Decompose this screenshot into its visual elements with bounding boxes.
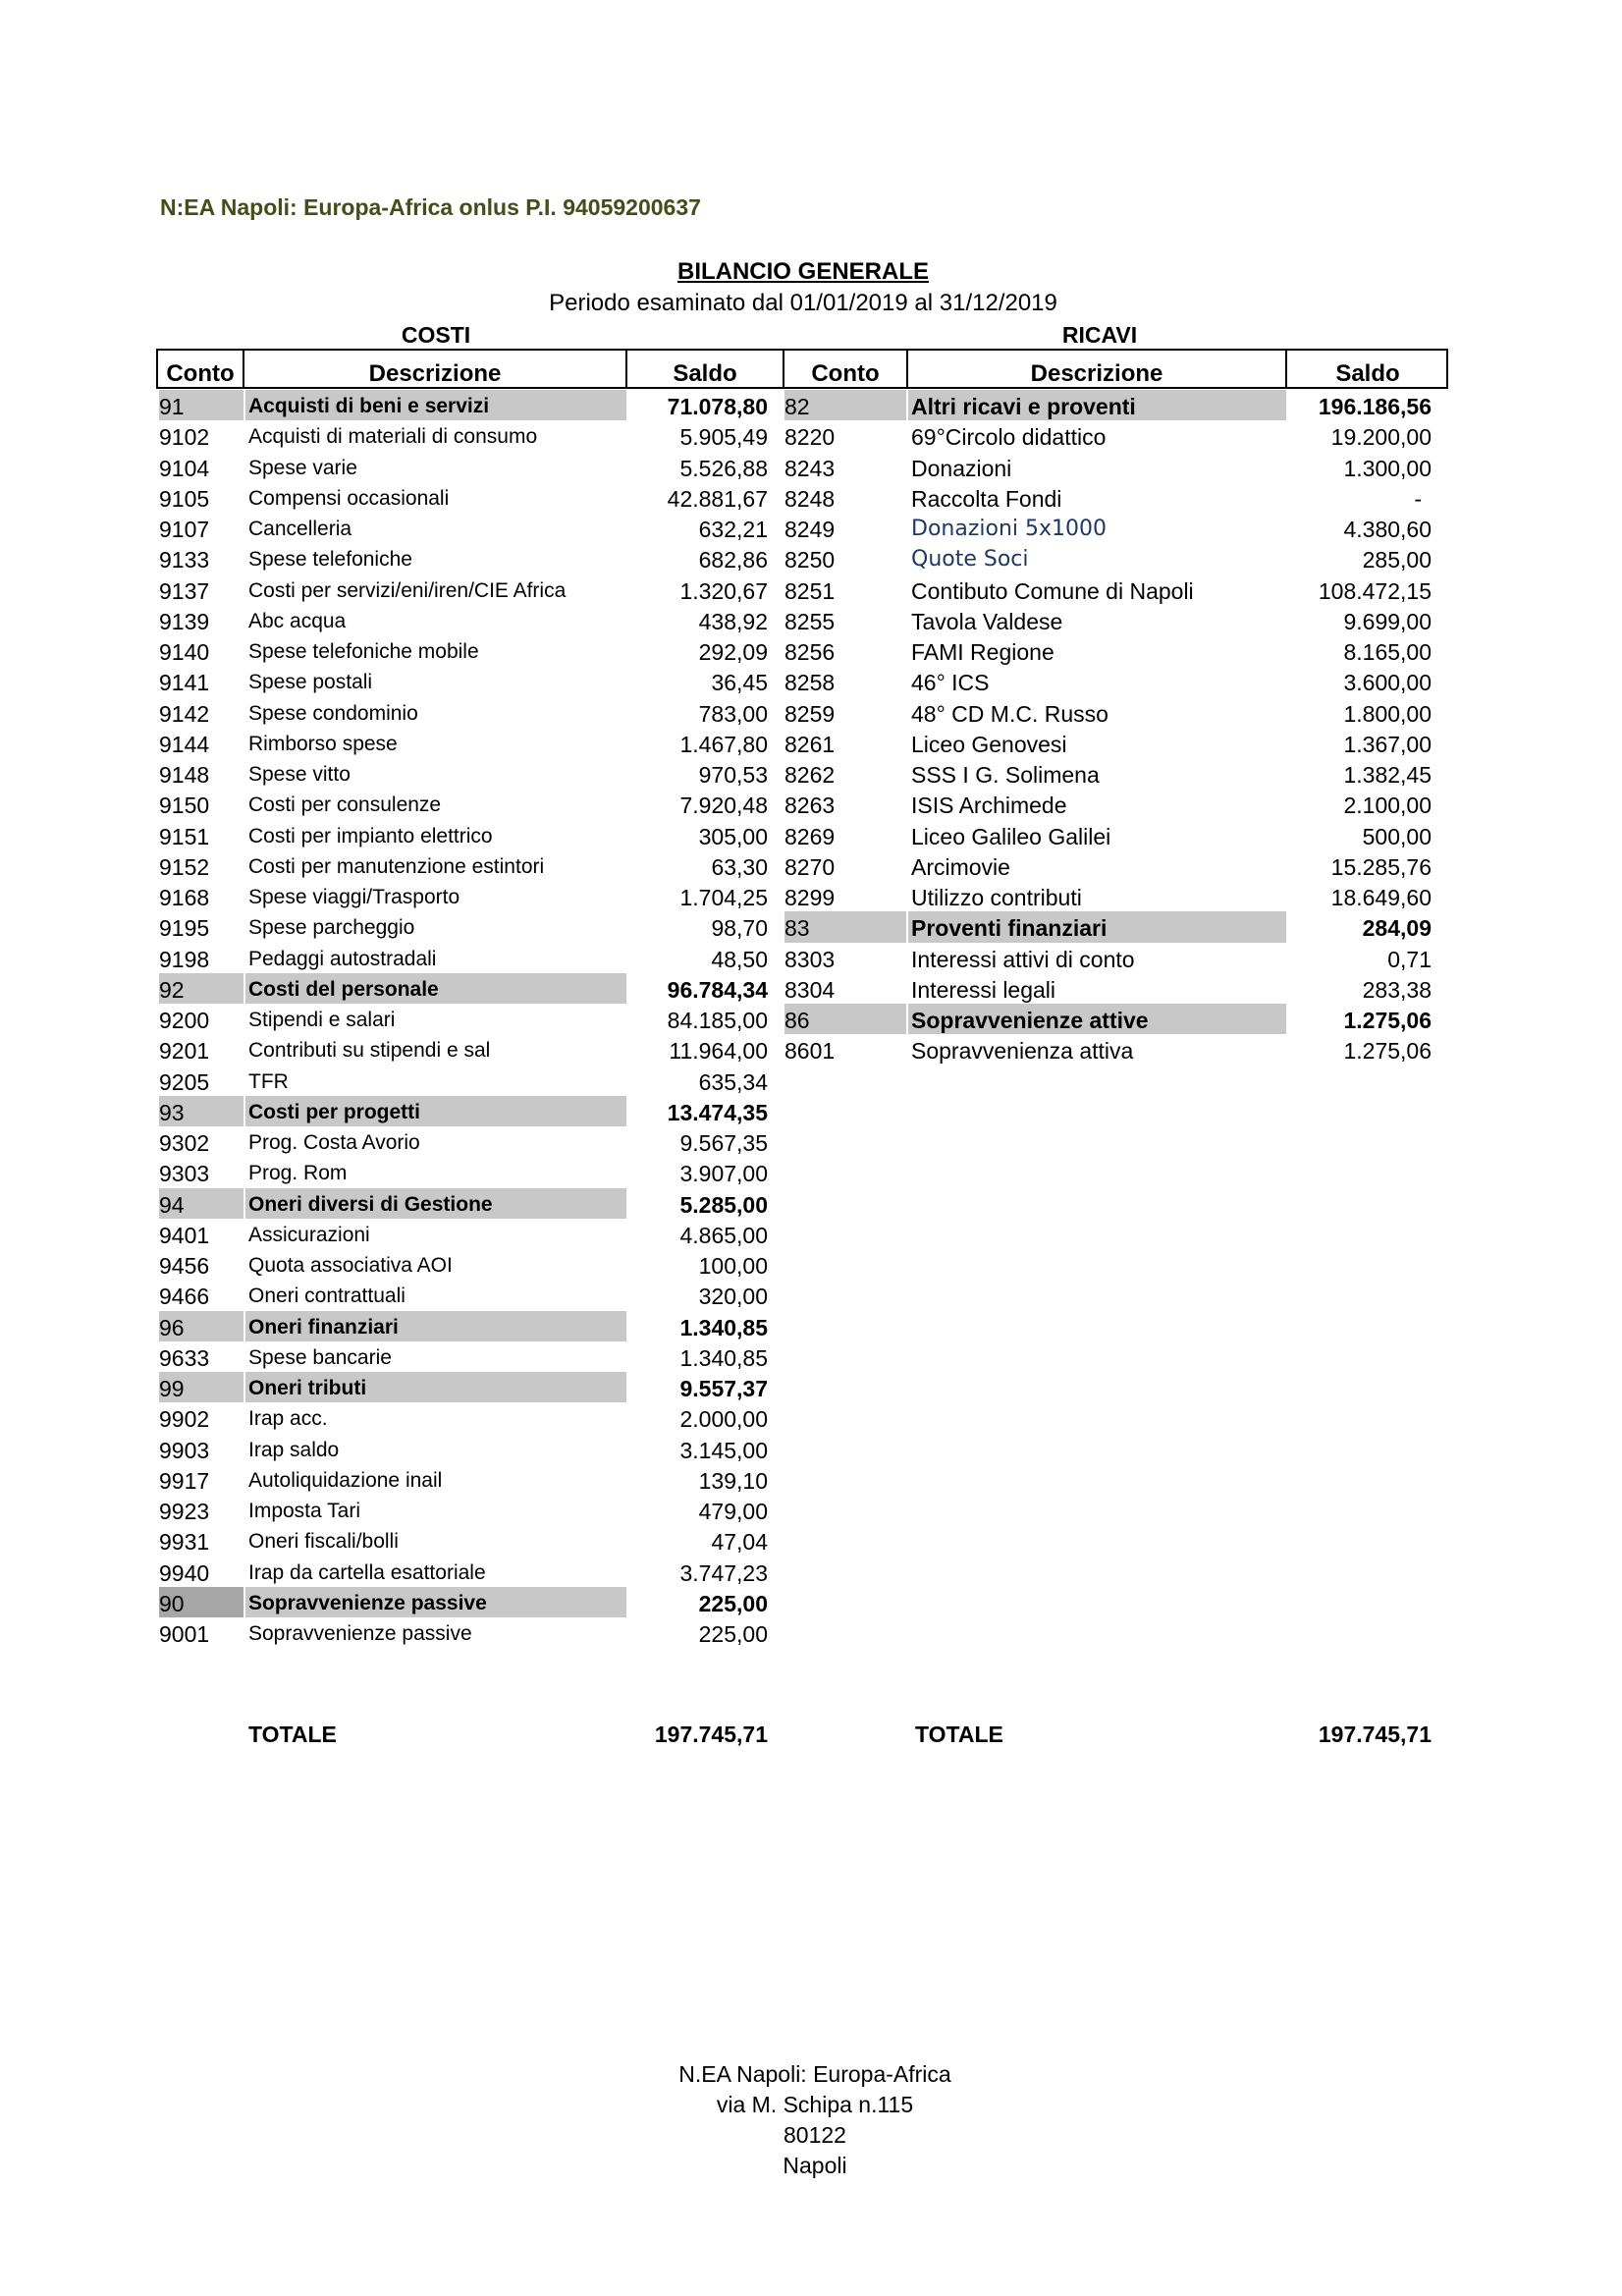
costi-group-code: 92: [159, 973, 243, 1004]
footer-line: N.EA Napoli: Europa-Africa: [678, 2061, 951, 2087]
costi-amount: 47,04: [711, 1529, 768, 1556]
ricavi-group-code: 86: [784, 1004, 906, 1034]
costi-code: 9931: [159, 1529, 210, 1556]
ricavi-code: 8261: [784, 731, 836, 757]
costi-code: 9148: [159, 762, 210, 788]
costi-amount: 98,70: [711, 915, 768, 942]
table-row: [0, 1004, 1622, 1034]
costi-code: 9168: [159, 885, 210, 910]
ricavi-group-code: 82: [784, 390, 906, 420]
costi-description: Costi per impianto elettrico: [248, 824, 493, 847]
costi-code: 9917: [159, 1467, 210, 1494]
costi-group-amount: 71.078,80: [667, 394, 768, 419]
table-row: [0, 1557, 1622, 1587]
table-row: [0, 1402, 1622, 1433]
costi-group-description: Acquisti di beni e servizi: [245, 390, 626, 420]
costi-description: Contributi su stipendi e sal: [248, 1039, 491, 1063]
ricavi-description: Contibuto Comune di Napoli: [911, 577, 1194, 604]
costi-group-amount: 96.784,34: [667, 976, 768, 1003]
costi-amount: 635,34: [698, 1068, 768, 1095]
costi-code: 9105: [159, 485, 210, 512]
costi-amount: 84.185,00: [667, 1008, 768, 1033]
ricavi-amount: 0,71: [1387, 946, 1432, 972]
col-header-conto: Conto: [166, 360, 235, 387]
ricavi-code: 8248: [784, 485, 836, 512]
report-period: Periodo esaminato dal 01/01/2019 al 31/12/2019: [549, 290, 1057, 316]
footer-address: [589, 2059, 1041, 2181]
ricavi-description: FAMI Regione: [911, 639, 1054, 665]
col-header-descrizione: Descrizione: [368, 360, 502, 387]
costi-group-amount: 5.285,00: [679, 1191, 768, 1218]
header-top-border: [156, 349, 1448, 351]
table-row: [0, 605, 1622, 635]
ricavi-code: 8255: [784, 608, 836, 634]
costi-amount: 292,09: [698, 639, 768, 665]
costi-description: Spese postali: [248, 671, 373, 694]
costi-amount: 1.320,67: [679, 577, 768, 604]
ricavi-code: 8249: [784, 517, 836, 542]
costi-group-amount: 1.340,85: [679, 1314, 768, 1340]
table-row: [0, 1219, 1622, 1249]
costi-group-amount: 9.557,37: [679, 1376, 768, 1401]
ricavi-amount: 108.472,15: [1318, 577, 1432, 604]
organization-header: N:EA Napoli: Europa-Africa onlus P.I. 94059200637: [160, 194, 701, 220]
costi-amount: 100,00: [698, 1253, 768, 1279]
ricavi-group-code: 83: [784, 911, 906, 942]
costi-description: Costi per servizi/eni/iren/CIE Africa: [248, 578, 567, 602]
costi-group-code: 96: [159, 1311, 243, 1341]
costi-amount: 225,00: [698, 1621, 768, 1647]
ricavi-code: 8269: [784, 823, 836, 849]
costi-code: 9001: [159, 1621, 210, 1647]
table-row: [0, 758, 1622, 789]
costi-code: 9902: [159, 1406, 210, 1433]
ricavi-description: Interessi attivi di conto: [911, 946, 1135, 972]
costi-group-code: 90: [159, 1587, 243, 1617]
costi-code: 9903: [159, 1437, 210, 1463]
costi-code: 9205: [159, 1068, 210, 1095]
costi-description: Pedaggi autostradali: [248, 947, 437, 970]
costi-code: 9201: [159, 1038, 210, 1065]
table-row: [0, 1372, 1622, 1402]
costi-amount: 3.747,23: [679, 1559, 768, 1586]
ricavi-amount: 8.165,00: [1343, 639, 1432, 665]
costi-group-description: Costi del personale: [245, 973, 626, 1004]
costi-amount: 320,00: [698, 1284, 768, 1310]
ricavi-code: 8263: [784, 793, 836, 819]
costi-code: 9303: [159, 1161, 210, 1187]
ricavi-amount: 15.285,76: [1330, 853, 1432, 880]
costi-description: Irap da cartella esattoriale: [248, 1560, 486, 1584]
costi-code: 9104: [159, 455, 210, 481]
ricavi-amount: 285,00: [1362, 547, 1432, 574]
ricavi-amount: 3.600,00: [1343, 670, 1432, 696]
costi-code: 9198: [159, 946, 210, 972]
costi-group-code: 94: [159, 1188, 243, 1219]
table-row: [0, 789, 1622, 819]
ricavi-description: Donazioni 5x1000: [911, 517, 1107, 541]
costi-code: 9107: [159, 517, 210, 542]
ricavi-description: Utilizzo contributi: [911, 885, 1082, 910]
table-row: [0, 1464, 1622, 1495]
costi-description: Autoliquidazione inail: [248, 1468, 443, 1492]
table-row: [0, 635, 1622, 666]
costi-description: Spese parcheggio: [248, 916, 415, 940]
costi-group-description: Oneri diversi di Gestione: [245, 1188, 626, 1219]
costi-description: Imposta Tari: [248, 1500, 360, 1522]
footer-line: via M. Schipa n.115: [716, 2092, 914, 2117]
costi-heading: COSTI: [401, 322, 471, 348]
costi-description: Spese bancarie: [248, 1345, 392, 1369]
costi-amount: 9.567,35: [679, 1130, 768, 1156]
costi-amount: 2.000,00: [679, 1406, 768, 1433]
ricavi-description: Liceo Genovesi: [911, 731, 1067, 757]
ricavi-description: Tavola Valdese: [911, 608, 1063, 634]
costi-description: Rimborso spese: [248, 732, 398, 755]
costi-description: Spese varie: [248, 456, 357, 479]
costi-amount: 1.340,85: [679, 1344, 768, 1371]
ricavi-group-amount: 1.275,06: [1343, 1008, 1432, 1033]
table-row: [0, 1034, 1622, 1065]
costi-amount: 479,00: [698, 1499, 768, 1524]
costi-code: 9923: [159, 1499, 210, 1524]
ricavi-amount: 19.200,00: [1330, 424, 1432, 451]
ricavi-amount: -: [1414, 485, 1422, 512]
costi-code: 9456: [159, 1253, 210, 1279]
costi-code: 9140: [159, 639, 210, 665]
table-row: [0, 911, 1622, 942]
ricavi-group-description: Sopravvenienze attive: [908, 1004, 1286, 1034]
costi-amount: 305,00: [698, 823, 768, 849]
costi-group-code: 91: [159, 390, 243, 420]
costi-amount: 36,45: [711, 670, 768, 696]
table-row: [0, 513, 1622, 543]
table-row: [0, 1525, 1622, 1556]
table-row: [0, 1617, 1622, 1648]
costi-total-label: TOTALE: [248, 1722, 337, 1747]
ricavi-total-value: 197.745,71: [1318, 1722, 1432, 1747]
ricavi-code: 8259: [784, 700, 836, 727]
costi-amount: 63,30: [711, 853, 768, 880]
costi-description: Assicurazioni: [248, 1223, 370, 1246]
costi-description: Irap saldo: [248, 1438, 340, 1461]
costi-group-code: 93: [159, 1096, 243, 1126]
table-row: [0, 1188, 1622, 1219]
table-row: [0, 820, 1622, 850]
table-header: [156, 349, 1448, 389]
table-row: [0, 850, 1622, 881]
ricavi-group-description: Proventi finanziari: [908, 911, 1286, 942]
ricavi-description: 46° ICS: [911, 670, 990, 696]
costi-description: Spese telefoniche mobile: [248, 640, 479, 663]
costi-group-code: 99: [159, 1372, 243, 1402]
costi-group-description: Sopravvenienze passive: [245, 1587, 626, 1617]
ricavi-amount: 283,38: [1362, 976, 1432, 1003]
costi-code: 9466: [159, 1284, 210, 1310]
ricavi-heading: RICAVI: [1061, 322, 1138, 348]
ricavi-amount: 500,00: [1362, 823, 1432, 849]
costi-description: Costi per manutenzione estintori: [248, 854, 545, 878]
table-row: [0, 452, 1622, 482]
table-row: [0, 420, 1622, 451]
table-row: [0, 1311, 1622, 1341]
ricavi-code: 8258: [784, 670, 836, 696]
table-row: [0, 390, 1622, 420]
costi-description: Oneri contrattuali: [248, 1285, 406, 1308]
costi-amount: 783,00: [698, 700, 768, 727]
table-row: [0, 1066, 1622, 1096]
table-row: [0, 943, 1622, 973]
ricavi-description: Arcimovie: [911, 853, 1010, 880]
ricavi-amount: 1.275,06: [1343, 1038, 1432, 1065]
costi-description: Irap acc.: [248, 1407, 328, 1431]
ricavi-amount: 1.800,00: [1343, 700, 1432, 727]
costi-description: Acquisti di materiali di consumo: [248, 425, 538, 449]
costi-group-amount: 225,00: [698, 1590, 768, 1616]
costi-description: TFR: [248, 1069, 289, 1093]
costi-description: Abc acqua: [248, 609, 347, 632]
costi-description: Quota associativa AOI: [248, 1254, 453, 1277]
table-row: [0, 543, 1622, 574]
costi-amount: 970,53: [698, 762, 768, 788]
ricavi-description: Quote Soci: [911, 547, 1029, 573]
costi-amount: 632,21: [698, 517, 768, 542]
table-row: [0, 1096, 1622, 1126]
ricavi-amount: 1.382,45: [1343, 762, 1432, 788]
costi-group-description: Oneri finanziari: [245, 1311, 626, 1341]
ricavi-amount: 18.649,60: [1330, 885, 1432, 910]
table-row: [0, 482, 1622, 513]
costi-code: 9151: [159, 823, 210, 849]
costi-description: Costi per consulenze: [248, 793, 442, 817]
costi-total-value: 197.745,71: [654, 1722, 768, 1747]
table-row: [0, 1157, 1622, 1187]
ricavi-code: 8299: [784, 885, 836, 910]
costi-amount: 42.881,67: [667, 485, 768, 512]
col-header-descrizione-ricavi: Descrizione: [1030, 360, 1163, 387]
ricavi-code: 8220: [784, 424, 836, 451]
ricavi-code: 8270: [784, 853, 836, 880]
costi-description: Sopravvenienze passive: [248, 1622, 472, 1645]
ricavi-code: 8250: [784, 547, 836, 574]
table-row: [0, 574, 1622, 605]
report-title: BILANCIO GENERALE: [676, 258, 929, 285]
ricavi-amount: 1.367,00: [1343, 731, 1432, 757]
costi-code: 9633: [159, 1344, 210, 1371]
costi-code: 9142: [159, 700, 210, 727]
ricavi-description: 48° CD M.C. Russo: [911, 700, 1108, 727]
ricavi-description: Donazioni: [911, 455, 1012, 481]
ricavi-code: 8262: [784, 762, 836, 788]
ricavi-description: Sopravvenienza attiva: [911, 1038, 1134, 1065]
ricavi-description: Liceo Galileo Galilei: [911, 823, 1111, 849]
costi-description: Spese viaggi/Trasporto: [248, 886, 460, 908]
col-header-saldo-ricavi: Saldo: [1335, 360, 1400, 387]
costi-amount: 4.865,00: [679, 1222, 768, 1248]
col-header-conto-ricavi: Conto: [811, 360, 880, 387]
ledger-table: [0, 390, 1622, 1648]
ricavi-code: 8601: [784, 1038, 836, 1065]
costi-description: Cancelleria: [248, 518, 352, 540]
table-row: [0, 1587, 1622, 1617]
costi-description: Prog. Costa Avorio: [248, 1131, 420, 1154]
costi-amount: 5.526,88: [679, 455, 768, 481]
ricavi-code: 8303: [784, 946, 836, 972]
costi-description: Spese condominio: [248, 701, 418, 725]
costi-amount: 1.704,25: [679, 885, 768, 910]
costi-amount: 11.964,00: [669, 1038, 768, 1065]
costi-code: 9401: [159, 1222, 210, 1248]
ricavi-amount: 2.100,00: [1343, 793, 1432, 819]
costi-code: 9150: [159, 793, 210, 819]
table-row: [0, 881, 1622, 911]
ricavi-group-amount: 196.186,56: [1318, 394, 1432, 419]
ricavi-code: 8243: [784, 455, 836, 481]
ricavi-description: Raccolta Fondi: [911, 485, 1062, 512]
costi-group-amount: 13.474,35: [667, 1099, 768, 1125]
col-header-saldo: Saldo: [673, 360, 737, 387]
table-row: [0, 728, 1622, 758]
costi-code: 9137: [159, 577, 210, 604]
costi-code: 9152: [159, 853, 210, 880]
costi-code: 9102: [159, 424, 210, 451]
costi-code: 9133: [159, 547, 210, 574]
costi-description: Prog. Rom: [248, 1162, 348, 1185]
ricavi-description: Interessi legali: [911, 976, 1056, 1003]
costi-amount: 7.920,48: [679, 793, 768, 819]
table-row: [0, 1280, 1622, 1310]
costi-amount: 3.145,00: [679, 1437, 768, 1463]
costi-group-description: Costi per progetti: [245, 1096, 626, 1126]
costi-description: Spese vitto: [248, 763, 351, 786]
ricavi-amount: 1.300,00: [1343, 455, 1432, 481]
table-row: [0, 1434, 1622, 1464]
costi-amount: 3.907,00: [679, 1161, 768, 1187]
costi-amount: 438,92: [698, 608, 768, 634]
ricavi-group-amount: 284,09: [1362, 915, 1432, 942]
costi-code: 9141: [159, 670, 210, 696]
costi-amount: 48,50: [711, 946, 768, 972]
costi-amount: 139,10: [698, 1467, 768, 1494]
table-row: [0, 973, 1622, 1004]
footer-line: 80122: [784, 2122, 846, 2148]
table-row: [0, 1341, 1622, 1372]
costi-description: Spese telefoniche: [248, 548, 412, 572]
costi-group-description: Oneri tributi: [245, 1372, 626, 1402]
table-row: [0, 666, 1622, 696]
costi-code: 9195: [159, 915, 210, 942]
table-row: [0, 1249, 1622, 1280]
ricavi-description: SSS I G. Solimena: [911, 762, 1100, 788]
ricavi-total-label: TOTALE: [915, 1722, 1003, 1747]
ricavi-code: 8251: [784, 577, 836, 604]
costi-code: 9302: [159, 1130, 210, 1156]
ricavi-code: 8304: [784, 976, 836, 1003]
costi-description: Oneri fiscali/bolli: [248, 1530, 399, 1554]
ricavi-description: 69°Circolo didattico: [911, 424, 1107, 451]
costi-amount: 1.467,80: [679, 731, 768, 757]
table-row: [0, 1495, 1622, 1525]
costi-code: 9139: [159, 608, 210, 634]
ricavi-group-description: Altri ricavi e proventi: [908, 390, 1286, 420]
footer-line: Napoli: [783, 2153, 847, 2178]
costi-description: Compensi occasionali: [248, 486, 450, 510]
ricavi-code: 8256: [784, 639, 836, 665]
table-row: [0, 697, 1622, 728]
costi-code: 9144: [159, 731, 210, 757]
costi-amount: 682,86: [698, 547, 768, 574]
costi-code: 9200: [159, 1008, 210, 1033]
ricavi-amount: 9.699,00: [1343, 608, 1432, 634]
ricavi-description: ISIS Archimede: [911, 793, 1067, 819]
ricavi-amount: 4.380,60: [1343, 517, 1432, 542]
table-row: [0, 1126, 1622, 1157]
costi-description: Stipendi e salari: [248, 1009, 396, 1031]
costi-code: 9940: [159, 1559, 210, 1586]
costi-amount: 5.905,49: [679, 424, 768, 451]
